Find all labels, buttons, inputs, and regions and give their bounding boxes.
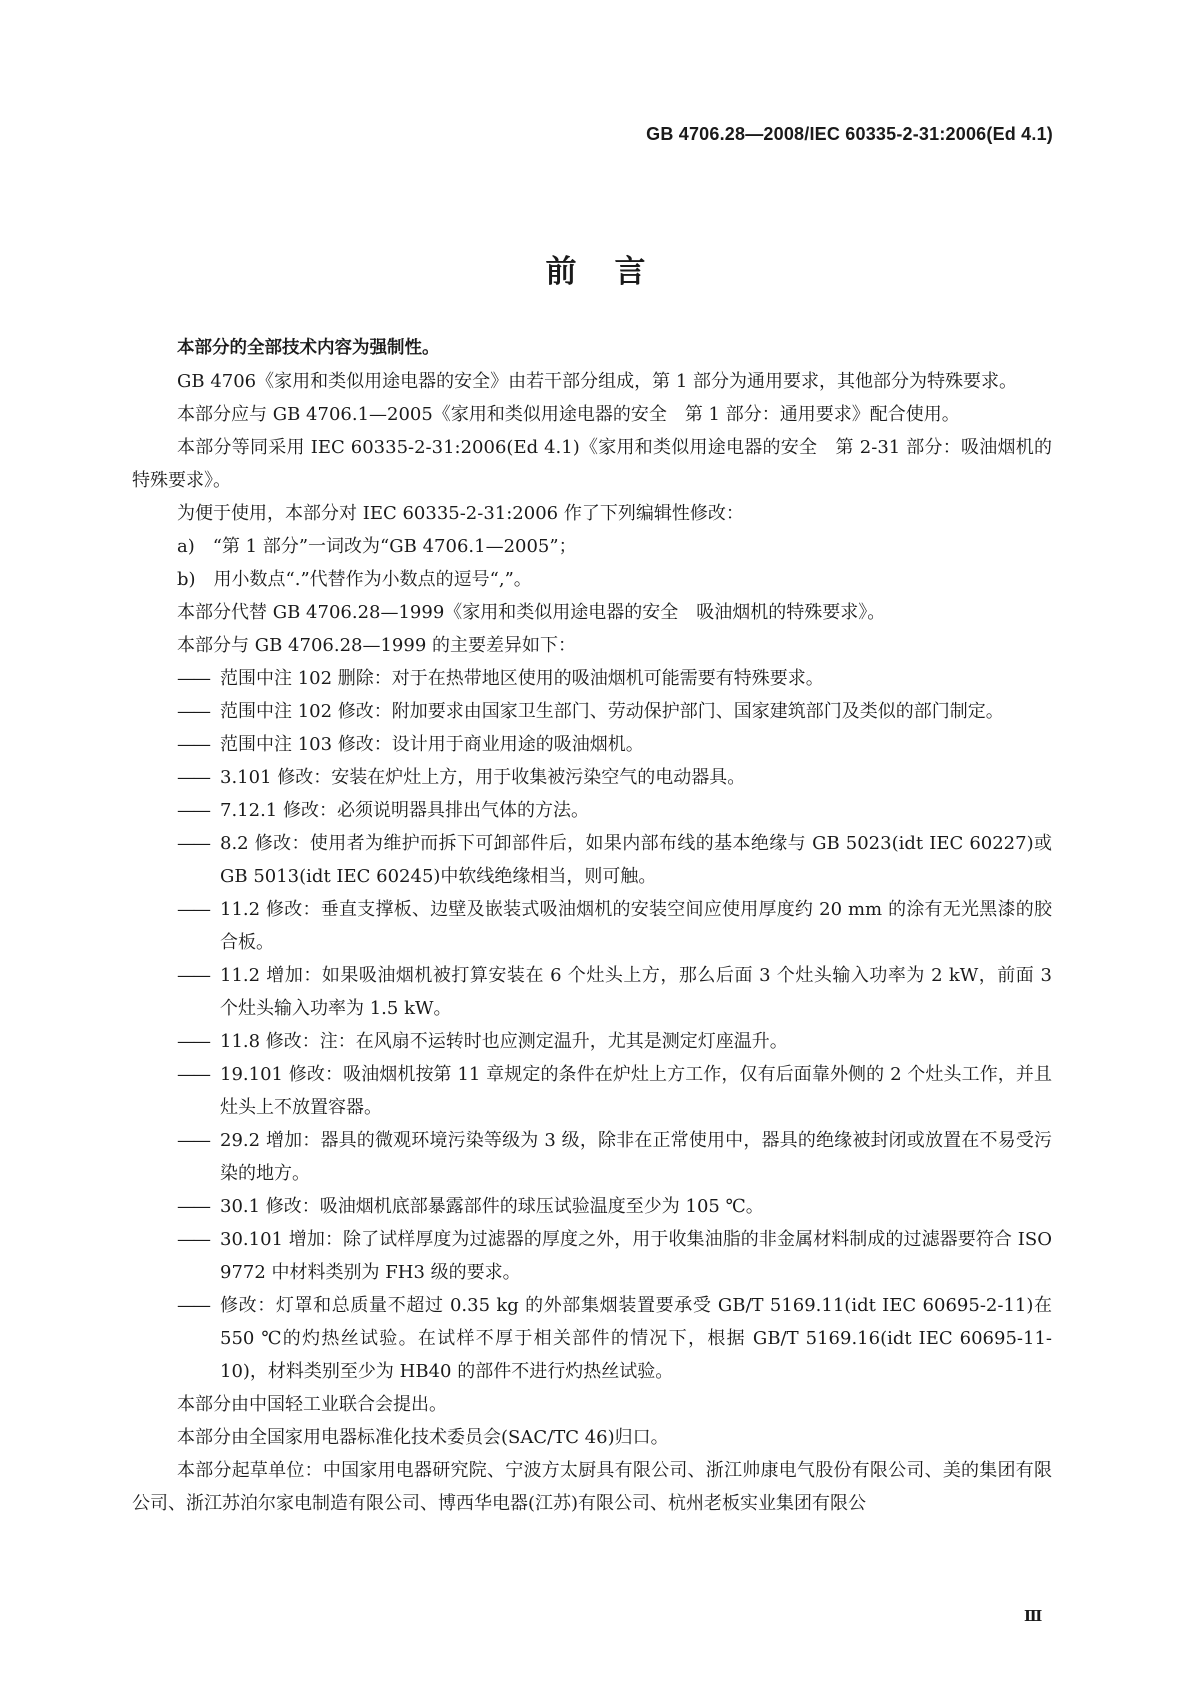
dash-marker: —— — [177, 668, 209, 689]
difference-text: 11.2 增加：如果吸油烟机被打算安装在 6 个灶头上方，那么后面 3 个灶头输入功率为 2 kW，前面 3 个灶头输入功率为 1.5 kW。 — [220, 965, 1052, 1019]
difference-text: 11.2 修改：垂直支撑板、边壁及嵌装式吸油烟机的安装空间应使用厚度约 20 mm 的涂有无光黑漆的胶合板。 — [220, 899, 1052, 953]
dash-marker: —— — [177, 1196, 209, 1217]
difference-text: 29.2 增加：器具的微观环境污染等级为 3 级，除非在正常使用中，器具的绝缘被封闭或放置在不易受污染的地方。 — [220, 1130, 1052, 1184]
page-title: 前言 — [545, 253, 684, 290]
editorial-change-item: a) “第 1 部分”一词改为“GB 4706.1—2005”； — [177, 536, 577, 557]
dash-marker: —— — [177, 1295, 209, 1316]
difference-text: 范围中注 102 删除：对于在热带地区使用的吸油烟机可能需要有特殊要求。 — [220, 668, 824, 689]
dash-marker: —— — [177, 767, 209, 788]
dash-marker: —— — [177, 701, 209, 722]
difference-item — [132, 1025, 1052, 1058]
difference-item — [132, 761, 1052, 794]
difference-text: 3.101 修改：安装在炉灶上方，用于收集被污染空气的电动器具。 — [220, 767, 746, 788]
dash-marker: —— — [177, 1064, 209, 1085]
dash-marker: —— — [177, 800, 209, 821]
difference-text: 8.2 修改：使用者为维护而拆下可卸部件后，如果内部布线的基本绝缘与 GB 5023(idt IEC 60227)或 GB 5013(idt IEC 60245)中软线绝缘相当，则可触。 — [220, 833, 1052, 887]
difference-text: 30.101 增加：除了试样厚度为过滤器的厚度之外，用于收集油脂的非金属材料制成的过滤器要符合 ISO 9772 中材料类别为 FH3 级的要求。 — [220, 1229, 1052, 1283]
difference-item — [132, 728, 1052, 761]
dash-marker: —— — [177, 899, 209, 920]
difference-text: 19.101 修改：吸油烟机按第 11 章规定的条件在炉灶上方工作，仅有后面靠外侧的 2 个灶头工作，并且灶头上不放置容器。 — [220, 1064, 1052, 1118]
difference-text: 11.8 修改：注：在风扇不运转时也应测定温升，尤其是测定灯座温升。 — [220, 1031, 788, 1052]
difference-item — [132, 695, 1052, 728]
difference-text: 修改：灯罩和总质量不超过 0.35 kg 的外部集烟装置要承受 GB/T 5169.11(idt IEC 60695-2-11)在 550 ℃的灼热丝试验。在试样不厚于相关部件的情况下，根据 GB/T 5169.16(idt IEC 60695-11-10)，材料类别至少为 HB40 的部件不进行灼热丝试验。 — [220, 1295, 1052, 1382]
differences-intro: 本部分与 GB 4706.28—1999 的主要差异如下： — [177, 635, 577, 656]
closing-paragraph: 本部分由中国轻工业联合会提出。 — [177, 1394, 447, 1415]
dash-marker: —— — [177, 833, 209, 854]
difference-item — [132, 794, 1052, 827]
dash-marker: —— — [177, 1229, 209, 1250]
closing-paragraph: 本部分由全国家用电器标准化技术委员会(SAC/TC 46)归口。 — [177, 1427, 669, 1448]
mandatory-statement: 本部分的全部技术内容为强制性。 — [177, 338, 440, 358]
difference-text: 范围中注 103 修改：设计用于商业用途的吸油烟机。 — [220, 734, 644, 755]
intro-paragraph: 本部分等同采用 IEC 60335-2-31:2006(Ed 4.1)《家用和类似用途电器的安全 第 2-31 部分：吸油烟机的特殊要求》。 — [132, 437, 1052, 491]
difference-text: 范围中注 102 修改：附加要求由国家卫生部门、劳动保护部门、国家建筑部门及类似的部门制定。 — [220, 701, 1004, 722]
dash-marker: —— — [177, 965, 209, 986]
foreword-body — [132, 332, 1052, 1520]
difference-text: 7.12.1 修改：必须说明器具排出气体的方法。 — [220, 800, 589, 821]
page-number: Ⅲ — [1024, 1607, 1043, 1625]
dash-marker: —— — [177, 1130, 209, 1151]
intro-paragraph: 为便于使用，本部分对 IEC 60335-2-31:2006 作了下列编辑性修改： — [177, 503, 744, 524]
difference-item — [132, 893, 1052, 959]
replacement-statement: 本部分代替 GB 4706.28—1999《家用和类似用途电器的安全 吸油烟机的特殊要求》。 — [177, 602, 886, 623]
difference-item — [132, 662, 1052, 695]
difference-item — [132, 959, 1052, 1025]
dash-marker: —— — [177, 1031, 209, 1052]
difference-item — [132, 1124, 1052, 1190]
difference-text: 30.1 修改：吸油烟机底部暴露部件的球压试验温度至少为 105 ℃。 — [220, 1196, 764, 1217]
intro-paragraph: 本部分应与 GB 4706.1—2005《家用和类似用途电器的安全 第 1 部分：通用要求》配合使用。 — [177, 404, 960, 425]
difference-item — [132, 1190, 1052, 1223]
document-code-header: GB 4706.28—2008/IEC 60335-2-31:2006(Ed 4.1) — [646, 124, 1053, 144]
difference-item — [132, 1223, 1052, 1289]
difference-item — [132, 827, 1052, 893]
editorial-change-item: b) 用小数点“.”代替作为小数点的逗号“,”。 — [177, 569, 532, 590]
difference-item — [132, 1058, 1052, 1124]
dash-marker: —— — [177, 734, 209, 755]
intro-paragraph: GB 4706《家用和类似用途电器的安全》由若干部分组成，第 1 部分为通用要求，其他部分为特殊要求。 — [177, 371, 1018, 392]
difference-item — [132, 1289, 1052, 1388]
closing-paragraph: 本部分起草单位：中国家用电器研究院、宁波方太厨具有限公司、浙江帅康电气股份有限公司、美的集团有限公司、浙江苏泊尔家电制造有限公司、博西华电器(江苏)有限公司、杭州老板实业集团有限公 — [132, 1460, 1052, 1514]
